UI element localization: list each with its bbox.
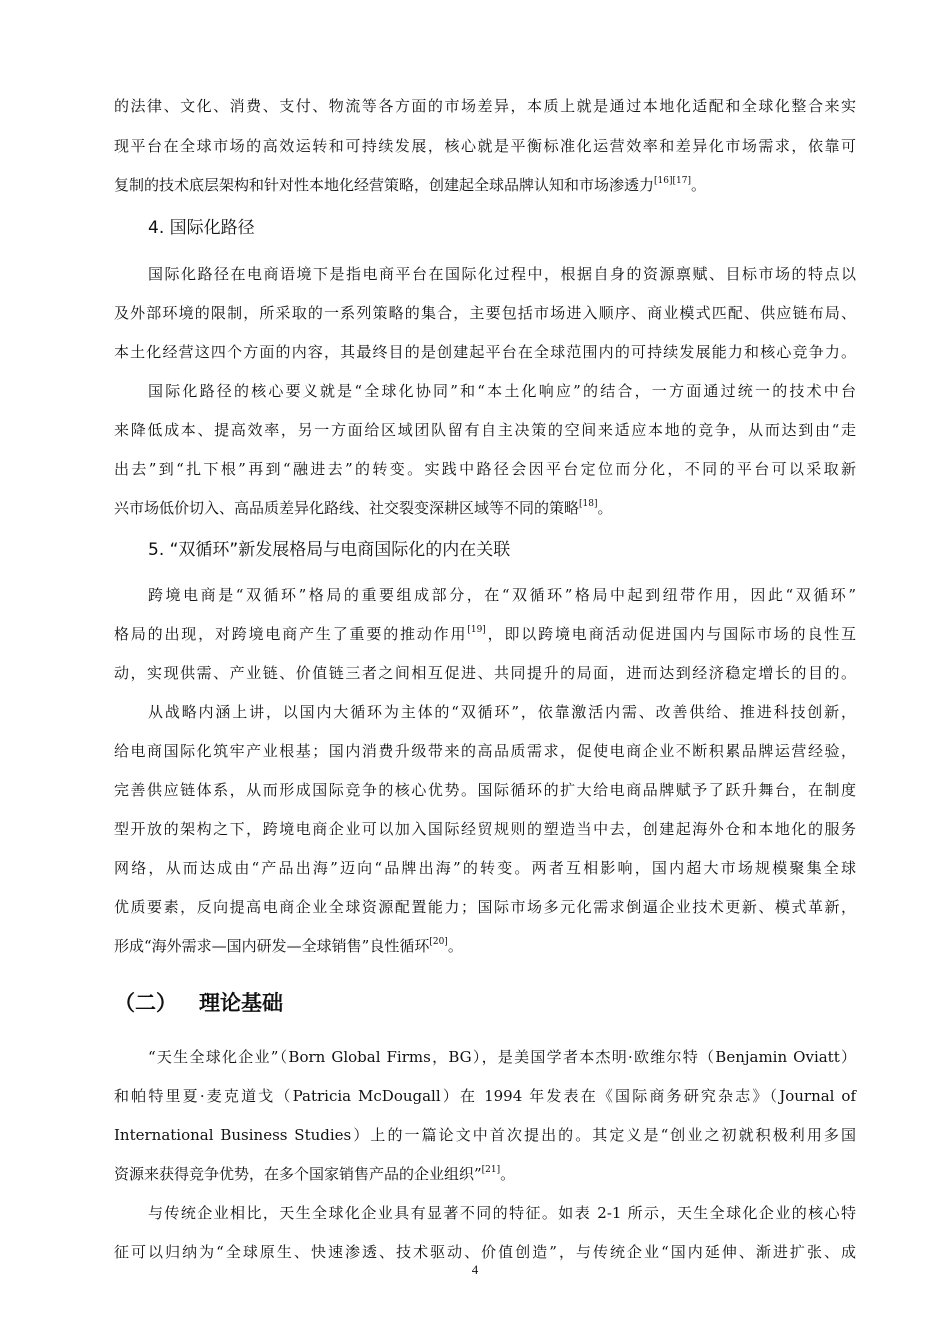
citation-ref: [16][17] xyxy=(654,176,691,186)
paragraph-text: 资源来获得竞争优势，在多个国家销售产品的企业组织” xyxy=(114,1165,482,1183)
section-number: （二） xyxy=(114,991,177,1015)
paragraph-line: 跨境电商是“双循环”格局的重要组成部分，在“双循环”格局中起到纽带作用，因此“双循环” xyxy=(148,586,856,604)
paragraph-text: 形成“海外需求—国内研发—全球销售”良性循环 xyxy=(114,937,430,955)
paragraph-text: 。 xyxy=(597,499,613,517)
paragraph-line xyxy=(114,175,856,195)
paragraph-line xyxy=(114,624,856,644)
paragraph-line: 与传统企业相比，天生全球化企业具有显著不同的特征。如表 2-1 所示，天生全球化企业的核心特 xyxy=(148,1204,856,1222)
citation-ref: [20] xyxy=(429,937,448,947)
paragraph-line: 完善供应链体系，从而形成国际竞争的核心优势。国际循环的扩大给电商品牌赋予了跃升舞台，在制度 xyxy=(114,781,856,799)
paragraph-line: International Business Studies）上的一篇论文中首次提出的。其定义是“创业之初就积极利用多国 xyxy=(114,1126,856,1144)
paragraph-line: 国际化路径在电商语境下是指电商平台在国际化过程中，根据自身的资源禀赋、目标市场的特点以 xyxy=(148,265,856,283)
paragraph-line: 优质要素，反向提高电商企业全球资源配置能力；国际市场多元化需求倒逼企业技术更新、模式革新， xyxy=(114,898,856,916)
paragraph-text: ，即以跨境电商活动促进国内与国际市场的良性互 xyxy=(485,625,856,643)
paragraph-text: 。 xyxy=(447,937,463,955)
chapter-section-heading xyxy=(114,989,283,1017)
paragraph-line: 来降低成本、提高效率，另一方面给区域团队留有自主决策的空间来适应本地的竞争，从而达到由“走 xyxy=(114,421,856,439)
section-heading-4: 4. 国际化路径 xyxy=(148,218,255,238)
citation-ref: [21] xyxy=(481,1165,501,1175)
paragraph-line xyxy=(114,1164,856,1184)
paragraph-text: 。 xyxy=(500,1165,516,1183)
paragraph-text: 。 xyxy=(690,176,706,194)
section-heading-5: 5. “双循环”新发展格局与电商国际化的内在关联 xyxy=(148,540,511,560)
paragraph-line: 给电商国际化筑牢产业根基；国内消费升级带来的高品质需求，促使电商企业不断积累品牌运营经验， xyxy=(114,742,856,760)
paragraph-line xyxy=(114,498,856,518)
paragraph-text: 兴市场低价切入、高品质差异化路线、社交裂变深耕区域等不同的策略 xyxy=(114,499,580,517)
paragraph-line: 动，实现供需、产业链、价值链三者之间相互促进、共同提升的局面，进而达到经济稳定增长的目的。 xyxy=(114,664,856,682)
paragraph-line: 从战略内涵上讲，以国内大循环为主体的“双循环”，依靠激活内需、改善供给、推进科技创新， xyxy=(148,703,856,721)
paragraph-line: 国际化路径的核心要义就是“全球化协同”和“本土化响应”的结合，一方面通过统一的技术中台 xyxy=(148,382,856,400)
page-number: 4 xyxy=(471,1262,479,1277)
citation-ref: [18] xyxy=(579,499,598,509)
paragraph-line: 本土化经营这四个方面的内容，其最终目的是创建起平台在全球范围内的可持续发展能力和核心竞争力。 xyxy=(114,343,856,361)
paragraph-line: 型开放的架构之下，跨境电商企业可以加入国际经贸规则的塑造当中去，创建起海外仓和本地化的服务 xyxy=(114,820,856,838)
paragraph-line: 现平台在全球市场的高效运转和可持续发展，核心就是平衡标准化运营效率和差异化市场需求，依靠可 xyxy=(114,137,856,155)
paragraph-line: 网络，从而达成由“产品出海”迈向“品牌出海”的转变。两者互相影响，国内超大市场规模聚集全球 xyxy=(114,859,856,877)
citation-ref: [19] xyxy=(467,625,486,635)
paragraph-line: 的法律、文化、消费、支付、物流等各方面的市场差异，本质上就是通过本地化适配和全球化整合来实 xyxy=(114,97,856,115)
paragraph-line: 征可以归纳为“全球原生、快速渗透、技术驱动、价值创造”，与传统企业“国内延伸、渐进扩张、成 xyxy=(114,1243,856,1261)
paragraph-line: “天生全球化企业”（Born Global Firms，BG），是美国学者本杰明·欧维尔特（Benjamin Oviatt） xyxy=(148,1048,856,1066)
paragraph-line: 和帕特里夏·麦克道戈（Patricia McDougall）在 1994 年发表在《国际商务研究杂志》（Journal of xyxy=(114,1087,856,1105)
paragraph-text: 格局的出现，对跨境电商产生了重要的推动作用 xyxy=(114,625,468,643)
section-title: 理论基础 xyxy=(199,991,283,1015)
paragraph-line: 及外部环境的限制，所采取的一系列策略的集合，主要包括市场进入顺序、商业模式匹配、供应链布局、 xyxy=(114,304,856,322)
paragraph-text: 复制的技术底层架构和针对性本地化经营策略，创建起全球品牌认知和市场渗透力 xyxy=(114,176,655,194)
paragraph-line xyxy=(114,936,856,956)
paragraph-line: 出去”到“扎下根”再到“融进去”的转变。实践中路径会因平台定位而分化，不同的平台可以采取新 xyxy=(114,460,856,478)
